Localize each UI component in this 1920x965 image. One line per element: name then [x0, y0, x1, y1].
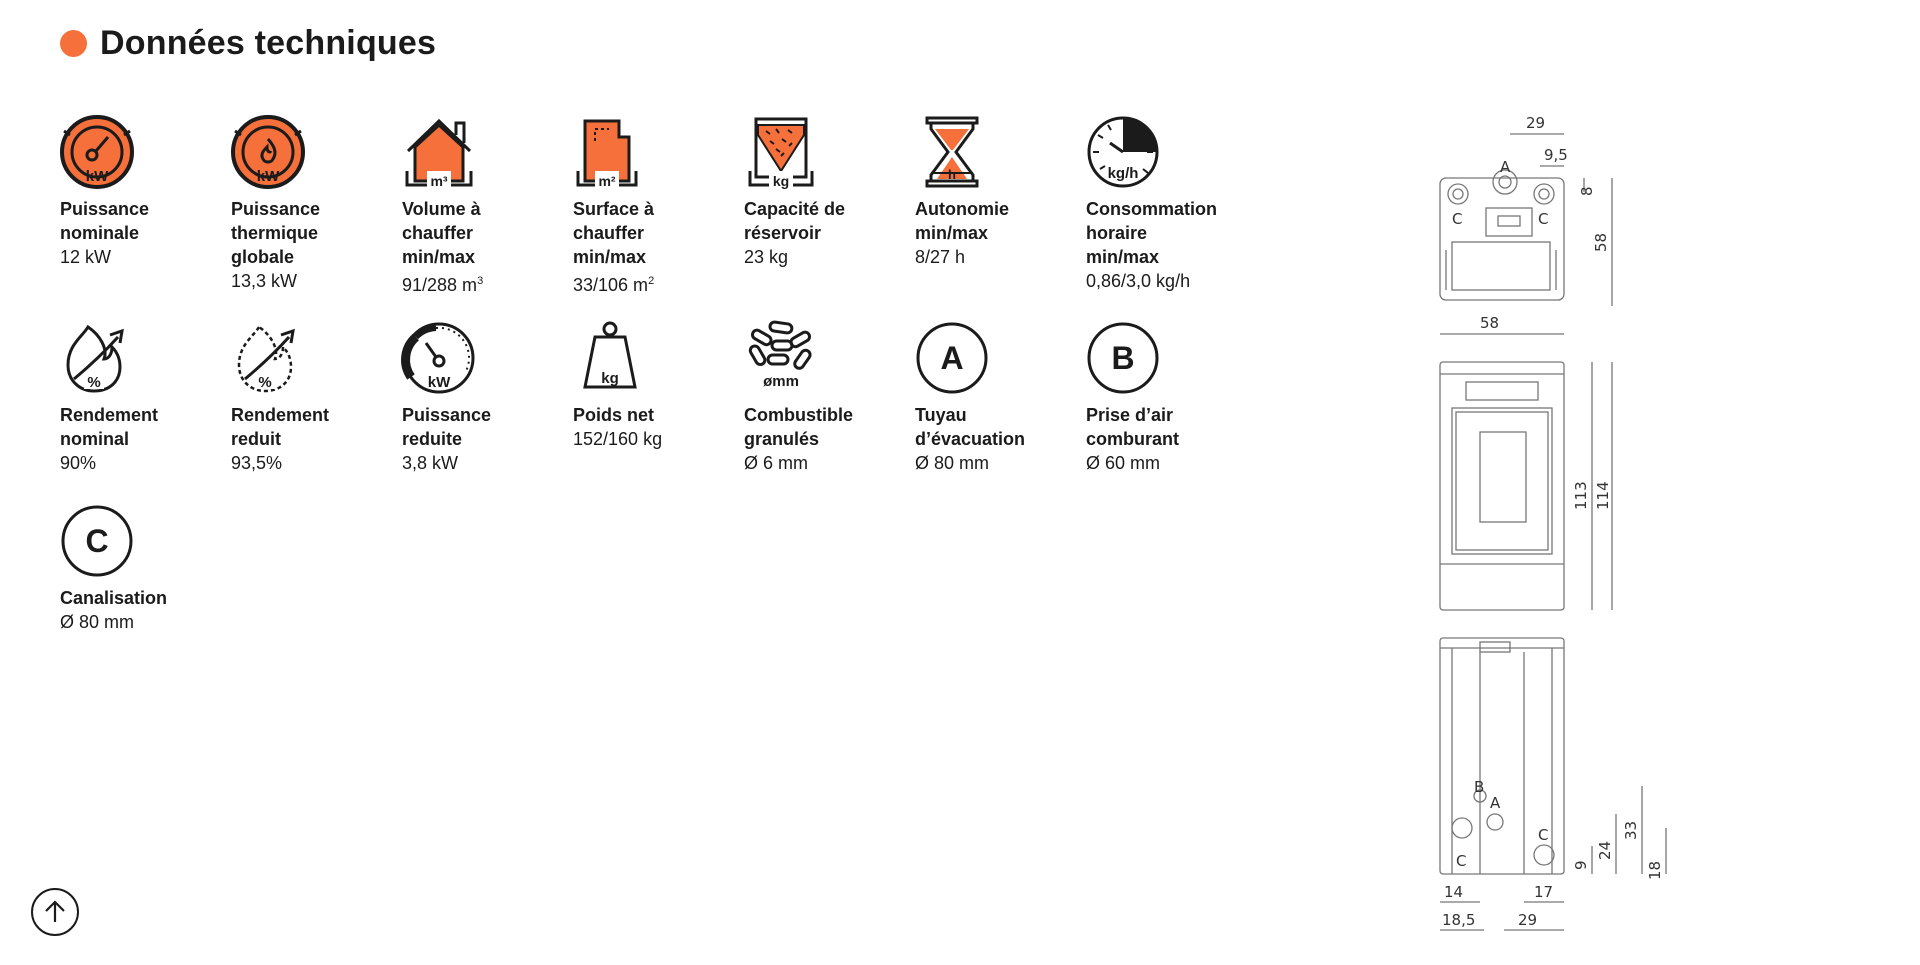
letter-c-icon	[60, 504, 134, 578]
svg-text:ømm: ømm	[763, 373, 799, 390]
pellet-tank-icon	[744, 115, 818, 189]
svg-text:C: C	[85, 523, 109, 559]
spec-value: 90%	[60, 453, 97, 473]
letter-a-icon	[915, 321, 989, 395]
spec-label: Capacité de réservoir	[744, 199, 846, 243]
spec-label: Puissance nominale	[60, 199, 150, 243]
spec-label: Surface à chauffer min/max	[573, 199, 655, 267]
dim-top-depth: 58	[1592, 232, 1610, 252]
svg-text:kW: kW	[427, 374, 451, 391]
dim-top-small: 8	[1578, 186, 1596, 196]
dim-back-17: 17	[1534, 883, 1554, 901]
spec-poids	[573, 321, 738, 451]
spec-label: Rendement nominal	[60, 405, 159, 449]
svg-text:kg: kg	[601, 370, 619, 387]
top-view	[1440, 134, 1612, 334]
hourglass-icon	[915, 115, 989, 189]
spec-label: Consommation horaire min/max	[1086, 199, 1218, 267]
spec-combustible	[744, 321, 909, 475]
spec-label: Poids net	[573, 405, 655, 425]
accent-dot	[60, 30, 87, 57]
svg-text:%: %	[258, 374, 272, 391]
reduced-efficiency-icon	[231, 321, 305, 395]
dim-front-h2: 114	[1594, 481, 1612, 510]
mark-a-back: A	[1490, 794, 1501, 812]
mark-c1-top: C	[1452, 210, 1463, 228]
svg-text:A: A	[940, 340, 964, 376]
section-header	[60, 24, 436, 63]
svg-text:kg/h: kg/h	[1107, 165, 1139, 182]
spec-value: 152/160 kg	[573, 429, 663, 449]
technical-drawing	[1420, 110, 1720, 960]
dim-top-offset: 9,5	[1544, 146, 1568, 164]
dim-front-h1: 113	[1572, 481, 1590, 510]
spec-value: 0,86/3,0 kg/h	[1086, 271, 1191, 291]
mark-a-top: A	[1500, 158, 1511, 176]
dim-back-18-5: 18,5	[1442, 911, 1476, 929]
page-title: Données techniques	[100, 24, 437, 62]
dim-back-29: 29	[1518, 911, 1538, 929]
spec-value: Ø 80 mm	[60, 612, 135, 632]
weight-icon	[573, 321, 647, 395]
spec-capacite	[744, 115, 909, 269]
letter-b-icon	[1086, 321, 1160, 395]
spec-puissance-reduite	[402, 321, 567, 475]
mark-b-back: B	[1474, 778, 1485, 796]
dim-back-9: 9	[1572, 860, 1590, 870]
spec-rendement-nominal	[60, 321, 225, 475]
svg-text:h: h	[948, 167, 956, 182]
power-gauge-icon	[60, 115, 134, 189]
dim-back-18: 18	[1646, 860, 1664, 880]
spec-value: 23 kg	[744, 247, 789, 267]
spec-label: Canalisation	[60, 588, 168, 608]
spec-label: Volume à chauffer min/max	[402, 199, 481, 267]
svg-text:kW: kW	[256, 168, 280, 185]
spec-label: Rendement reduit	[231, 405, 330, 449]
spec-tuyau-evacuation	[915, 321, 1080, 475]
dim-back-24: 24	[1596, 840, 1614, 860]
spec-canalisation	[60, 504, 225, 634]
spec-consommation	[1086, 115, 1251, 293]
spec-label: Combustible granulés	[744, 405, 854, 449]
spec-value: 12 kW	[60, 247, 112, 267]
spec-autonomie	[915, 115, 1080, 269]
spec-volume	[402, 115, 567, 297]
arrow-up-icon	[42, 899, 68, 925]
spec-rendement-reduit	[231, 321, 396, 475]
pellets-icon	[744, 321, 818, 395]
mark-c2-back: C	[1538, 826, 1549, 844]
spec-value: 91/288 $m^3$	[402, 275, 484, 295]
svg-text:m³: m³	[430, 173, 448, 189]
spec-value: 8/27 h	[915, 247, 966, 267]
spec-label: Puissance reduite	[402, 405, 492, 449]
spec-label: Puissance thermique globale	[231, 199, 321, 267]
spec-value: Ø 80 mm	[915, 453, 990, 473]
spec-label: Tuyau d’évacuation	[915, 405, 1026, 449]
svg-text:kW: kW	[85, 168, 109, 185]
spec-value: 13,3 kW	[231, 271, 298, 291]
flame-gauge-icon	[231, 115, 305, 189]
scroll-to-top-button[interactable]	[31, 888, 79, 936]
consumption-clock-icon	[1086, 115, 1160, 189]
mark-c1-back: C	[1456, 852, 1467, 870]
dim-back-33: 33	[1622, 820, 1640, 840]
spec-puissance-nominale	[60, 115, 225, 269]
spec-value: 33/106 $m^2$	[573, 275, 655, 295]
efficiency-flame-icon	[60, 321, 134, 395]
floor-surface-icon	[573, 115, 647, 189]
svg-text:B: B	[1111, 340, 1135, 376]
spec-prise-air	[1086, 321, 1251, 475]
spec-value: 93,5%	[231, 453, 283, 473]
spec-value: Ø 60 mm	[1086, 453, 1161, 473]
mark-c2-top: C	[1538, 210, 1549, 228]
house-volume-icon	[402, 115, 476, 189]
svg-text:m²: m²	[598, 173, 616, 189]
spec-value: Ø 6 mm	[744, 453, 809, 473]
dim-top-width: 29	[1526, 114, 1546, 132]
svg-text:kg: kg	[772, 173, 790, 189]
svg-text:%: %	[87, 374, 101, 391]
dim-back-14: 14	[1444, 883, 1464, 901]
dim-top-base: 58	[1480, 314, 1500, 332]
spec-label: Prise d’air comburant	[1086, 405, 1180, 449]
reduced-power-gauge-icon	[402, 321, 476, 395]
spec-surface	[573, 115, 738, 297]
spec-puissance-thermique	[231, 115, 396, 293]
spec-value: 3,8 kW	[402, 453, 459, 473]
spec-label: Autonomie min/max	[915, 199, 1009, 243]
